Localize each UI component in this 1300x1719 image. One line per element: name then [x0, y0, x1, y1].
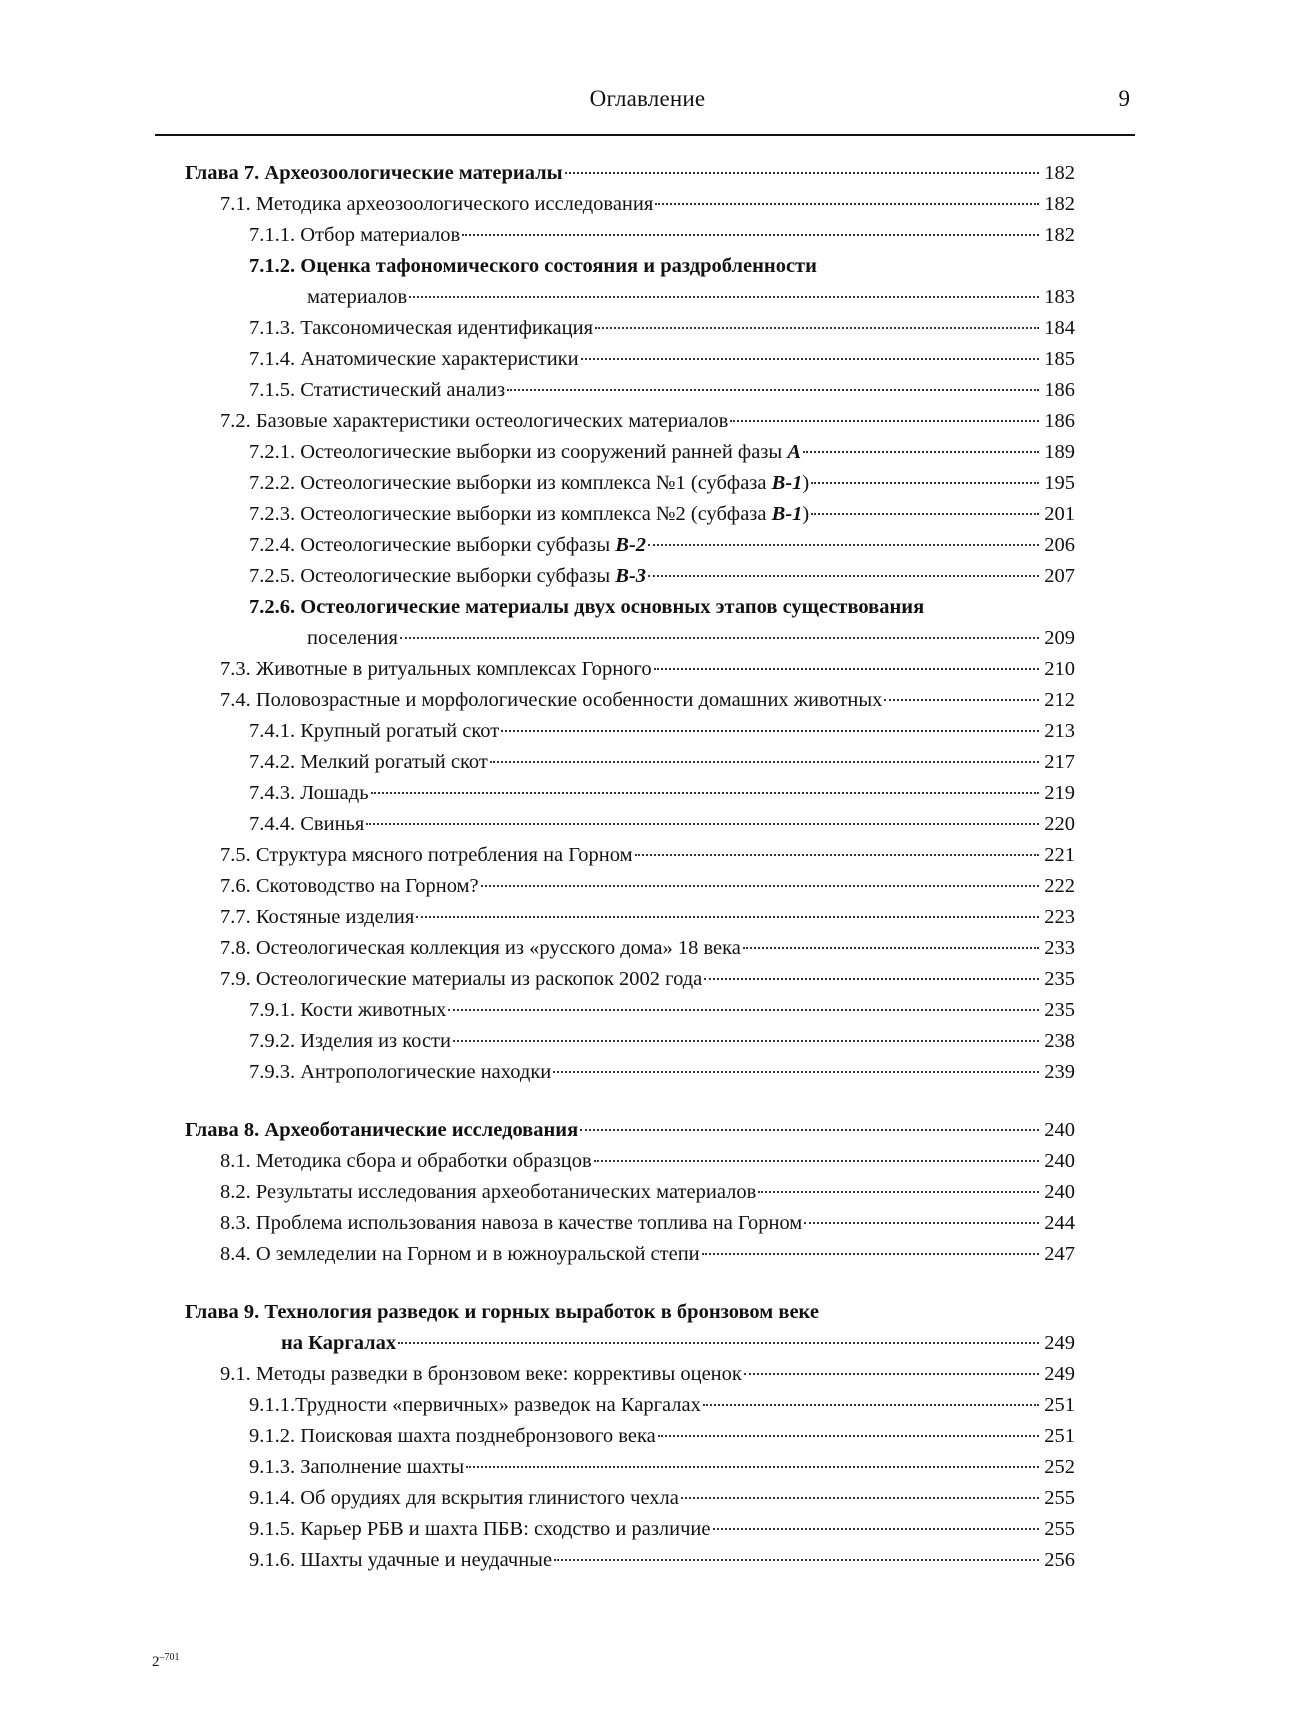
dot-leader: [648, 544, 1039, 546]
entry-page-number: 186: [1044, 379, 1075, 401]
toc-entry: [185, 1514, 1075, 1545]
toc-entry: [185, 809, 1075, 840]
toc-entry: [185, 561, 1075, 592]
dot-leader: [655, 203, 1039, 205]
entry-page-number: 212: [1044, 689, 1075, 711]
dot-leader: [713, 1528, 1039, 1530]
toc-entry: [185, 685, 1075, 716]
chapter-title: Глава 9. Технология разведок и горных выработок в бронзовом веке: [185, 1301, 819, 1323]
dot-leader: [553, 1071, 1039, 1073]
entry-text: 7.9.1. Кости животных: [249, 999, 447, 1021]
entry-page-number: 251: [1044, 1394, 1075, 1416]
chapter-title: Глава 8. Археоботанические исследования: [185, 1119, 579, 1141]
entry-text: 7.2. Базовые характеристики остеологических материалов: [220, 410, 729, 432]
dot-leader: [702, 1253, 1039, 1255]
entry-page-number: 185: [1044, 348, 1075, 370]
toc-entry: [185, 716, 1075, 747]
toc-entry: [185, 840, 1075, 871]
entry-page-number: 182: [1044, 193, 1075, 215]
dot-leader: [581, 358, 1039, 360]
table-of-contents: [185, 158, 1075, 1603]
toc-entry: [185, 313, 1075, 344]
entry-text: 8.4. О земледелии на Горном и в южноуральской степи: [220, 1243, 700, 1265]
entry-page-number: 222: [1044, 875, 1075, 897]
entry-text: 7.4.4. Свинья: [249, 813, 365, 835]
toc-entry: [185, 499, 1075, 530]
dot-leader: [594, 1160, 1039, 1162]
toc-entry: [185, 530, 1075, 561]
chapter-heading: [185, 1297, 1075, 1328]
dot-leader: [398, 1342, 1039, 1344]
entry-label: [220, 1146, 592, 1177]
dot-leader: [681, 1497, 1039, 1499]
entry-label: [249, 344, 579, 375]
chapter-block: [185, 1115, 1075, 1270]
entry-text: 9.1.3. Заполнение шахты: [249, 1456, 465, 1478]
entry-text: 8.3. Проблема использования навоза в качестве топлива на Горном: [220, 1212, 803, 1234]
entry-label: [249, 1514, 711, 1545]
toc-entry: [185, 1359, 1075, 1390]
entry-page-number: 240: [1044, 1150, 1075, 1172]
dot-leader: [743, 947, 1039, 949]
entry-text: 7.7. Костяные изделия: [220, 906, 415, 928]
dot-leader: [648, 575, 1039, 577]
entry-page-number: 183: [1044, 286, 1075, 308]
chapter-heading: [185, 158, 1075, 189]
toc-entry: [185, 251, 1075, 282]
dot-leader: [409, 296, 1039, 298]
entry-emphasis: A: [782, 441, 801, 463]
toc-entry: [185, 871, 1075, 902]
entry-text: 7.4. Половозрастные и морфологические особенности домашних животных: [220, 689, 883, 711]
entry-label: [249, 716, 499, 747]
entry-page-number: 235: [1044, 968, 1075, 990]
dot-leader: [416, 916, 1039, 918]
dot-leader: [595, 327, 1039, 329]
entry-page-number: 186: [1044, 410, 1075, 432]
entry-label: [220, 840, 633, 871]
entry-label: [249, 1545, 552, 1576]
dot-leader: [730, 420, 1039, 422]
toc-entry: [185, 1208, 1075, 1239]
entry-text: 7.2.2. Остеологические выборки из комплекса №1 (субфаза: [249, 472, 767, 494]
entry-label: [185, 158, 563, 189]
entry-label: [249, 1390, 701, 1421]
entry-label: [249, 809, 364, 840]
entry-page-number: 201: [1044, 503, 1075, 525]
entry-label: [185, 1301, 819, 1323]
toc-entry: [185, 1057, 1075, 1088]
dot-leader: [371, 792, 1039, 794]
toc-entry: [185, 995, 1075, 1026]
entry-label: [220, 964, 702, 995]
toc-entry: [185, 1026, 1075, 1057]
toc-entry: [185, 375, 1075, 406]
dot-leader: [466, 1466, 1039, 1468]
dot-leader: [453, 1040, 1039, 1042]
entry-label: [220, 1239, 700, 1270]
toc-entry: [185, 592, 1075, 623]
entry-page-number: 252: [1044, 1456, 1075, 1478]
entry-tail: ): [802, 503, 810, 525]
entry-label: [249, 747, 488, 778]
entry-page-number: 256: [1044, 1549, 1075, 1571]
dot-leader: [501, 730, 1039, 732]
toc-entry: [185, 189, 1075, 220]
toc-entry: [185, 1421, 1075, 1452]
page-number: 9: [1118, 86, 1130, 111]
dot-leader: [554, 1559, 1039, 1561]
entry-page-number: 244: [1044, 1212, 1075, 1234]
entry-label: [220, 871, 479, 902]
dot-leader: [704, 978, 1039, 980]
entry-page-number: 233: [1044, 937, 1075, 959]
toc-entry: [185, 747, 1075, 778]
entry-page-number: 235: [1044, 999, 1075, 1021]
entry-page-number: 210: [1044, 658, 1075, 680]
entry-text: 8.2. Результаты исследования археоботанических материалов: [220, 1181, 757, 1203]
entry-label: [249, 1057, 551, 1088]
entry-label: [307, 282, 407, 313]
entry-label: [220, 685, 882, 716]
entry-label: [249, 220, 460, 251]
entry-page-number: 217: [1044, 751, 1075, 773]
entry-label: [220, 189, 653, 220]
toc-entry: [185, 437, 1075, 468]
entry-page-number: 207: [1044, 565, 1075, 587]
entry-label: [249, 1026, 451, 1057]
dot-leader: [658, 1435, 1039, 1437]
entry-emphasis: B-1: [766, 503, 803, 525]
entry-label: [249, 437, 801, 468]
dot-leader: [462, 234, 1039, 236]
dot-leader: [481, 885, 1039, 887]
entry-label: [249, 313, 593, 344]
entry-text-continued: материалов: [307, 286, 408, 308]
entry-text: 7.1.2. Оценка тафономического состояния и раздробленности: [249, 255, 817, 277]
entry-tail: ): [802, 472, 810, 494]
dot-leader: [400, 637, 1039, 639]
entry-label: [249, 1483, 679, 1514]
toc-entry: [185, 902, 1075, 933]
toc-entry: [185, 778, 1075, 809]
toc-entry: [185, 1545, 1075, 1576]
header-rule: [155, 134, 1135, 136]
entry-page-number: 213: [1044, 720, 1075, 742]
entry-text: 7.9. Остеологические материалы из раскопок 2002 года: [220, 968, 703, 990]
dot-leader: [804, 1222, 1039, 1224]
entry-page-number: 182: [1044, 224, 1075, 246]
entry-page-number: 247: [1044, 1243, 1075, 1265]
entry-page-number: 220: [1044, 813, 1075, 835]
entry-text: 9.1.2. Поисковая шахта позднебронзового века: [249, 1425, 656, 1447]
toc-entry: [185, 1146, 1075, 1177]
toc-entry-continued: [185, 623, 1075, 654]
entry-label: [307, 623, 398, 654]
entry-page-number: 255: [1044, 1518, 1075, 1540]
entry-text: 7.1.5. Статистический анализ: [249, 379, 506, 401]
entry-label: [220, 933, 741, 964]
toc-entry: [185, 964, 1075, 995]
toc-entry-continued: [185, 282, 1075, 313]
entry-page-number: 219: [1044, 782, 1075, 804]
dot-leader: [565, 172, 1039, 174]
toc-entry: [185, 1452, 1075, 1483]
entry-text: 7.2.1. Остеологические выборки из сооружений ранней фазы: [249, 441, 783, 463]
toc-entry: [185, 1390, 1075, 1421]
running-header: [155, 86, 1140, 126]
entry-text: 9.1.5. Карьер РБВ и шахта ПБВ: сходство и различие: [249, 1518, 711, 1540]
toc-entry: [185, 220, 1075, 251]
entry-text: 7.1.3. Таксономическая идентификация: [249, 317, 594, 339]
entry-emphasis: B-3: [610, 565, 647, 587]
entry-text: 7.2.3. Остеологические выборки из комплекса №2 (субфаза: [249, 503, 767, 525]
entry-emphasis: B-2: [610, 534, 647, 556]
entry-label: [249, 1421, 656, 1452]
dot-leader: [448, 1009, 1039, 1011]
entry-text: 7.3. Животные в ритуальных комплексах Горного: [220, 658, 652, 680]
toc-entry: [185, 406, 1075, 437]
entry-page-number: 189: [1044, 441, 1075, 463]
chapter-heading: [185, 1115, 1075, 1146]
entry-page-number: 249: [1044, 1332, 1075, 1354]
entry-text: 9.1.4. Об орудиях для вскрытия глинистого чехла: [249, 1487, 679, 1509]
dot-leader: [507, 389, 1039, 391]
entry-label: [220, 1359, 742, 1390]
entry-label: [281, 1328, 396, 1359]
entry-label: [249, 375, 505, 406]
entry-text: 7.8. Остеологическая коллекция из «русского дома» 18 века: [220, 937, 741, 959]
entry-text: 7.1. Методика археозоологического исследования: [220, 193, 654, 215]
entry-label: [249, 596, 924, 618]
toc-entry: [185, 1239, 1075, 1270]
entry-label: [249, 530, 646, 561]
entry-text: 7.2.6. Остеологические материалы двух основных этапов существования: [249, 596, 925, 618]
dot-leader: [366, 823, 1039, 825]
entry-text: 7.9.3. Антропологические находки: [249, 1061, 552, 1083]
entry-page-number: 221: [1044, 844, 1075, 866]
entry-text-continued: поселения: [307, 627, 398, 649]
entry-text: 7.2.5. Остеологические выборки субфазы: [249, 565, 611, 587]
entry-label: [220, 902, 414, 933]
dot-leader: [635, 854, 1039, 856]
page-title: Оглавление: [589, 86, 706, 111]
toc-entry: [185, 468, 1075, 499]
entry-page-number: 240: [1044, 1119, 1075, 1141]
entry-page-number: 223: [1044, 906, 1075, 928]
entry-text: 7.4.2. Мелкий рогатый скот: [249, 751, 488, 773]
dot-leader: [811, 482, 1039, 484]
entry-page-number: 239: [1044, 1061, 1075, 1083]
entry-page-number: 240: [1044, 1181, 1075, 1203]
entry-page-number: 195: [1044, 472, 1075, 494]
chapter-title: Глава 7. Археозоологические материалы: [185, 162, 563, 184]
entry-page-number: 238: [1044, 1030, 1075, 1052]
toc-entry: [185, 1483, 1075, 1514]
entry-text: 7.1.1. Отбор материалов: [249, 224, 461, 246]
entry-emphasis: B-1: [766, 472, 803, 494]
entry-label: [220, 406, 728, 437]
dot-leader: [654, 668, 1039, 670]
entry-page-number: 182: [1044, 162, 1075, 184]
entry-label: [185, 1115, 578, 1146]
entry-label: [249, 1452, 464, 1483]
entry-label: [249, 778, 369, 809]
entry-text: 7.5. Структура мясного потребления на Горном: [220, 844, 633, 866]
entry-label: [220, 1177, 756, 1208]
dot-leader: [744, 1373, 1039, 1375]
dot-leader: [490, 761, 1039, 763]
entry-page-number: 255: [1044, 1487, 1075, 1509]
toc-entry: [185, 654, 1075, 685]
entry-text: 7.1.4. Анатомические характеристики: [249, 348, 579, 370]
entry-page-number: 251: [1044, 1425, 1075, 1447]
entry-text: 8.1. Методика сбора и обработки образцов: [220, 1150, 592, 1172]
entry-label: [249, 255, 817, 277]
entry-label: [220, 654, 652, 685]
entry-page-number: 209: [1044, 627, 1075, 649]
toc-entry: [185, 344, 1075, 375]
entry-text: 7.2.4. Остеологические выборки субфазы: [249, 534, 611, 556]
dot-leader: [703, 1404, 1039, 1406]
chapter-block: [185, 1297, 1075, 1576]
entry-label: [249, 499, 809, 530]
entry-label: [249, 468, 809, 499]
entry-page-number: 249: [1044, 1363, 1075, 1385]
entry-text: 9.1. Методы разведки в бронзовом веке: коррективы оценок: [220, 1363, 742, 1385]
entry-text: 7.9.2. Изделия из кости: [249, 1030, 451, 1052]
chapter-block: [185, 158, 1075, 1088]
chapter-title-continued: на Каргалах: [281, 1332, 397, 1354]
entry-text: 7.6. Скотоводство на Горном?: [220, 875, 479, 897]
entry-text: 9.1.6. Шахты удачные и неудачные: [249, 1549, 553, 1571]
dot-leader: [811, 513, 1039, 515]
entry-label: [220, 1208, 802, 1239]
entry-label: [249, 561, 646, 592]
entry-text: 7.4.1. Крупный рогатый скот: [249, 720, 500, 742]
entry-page-number: 184: [1044, 317, 1075, 339]
toc-entry: [185, 1177, 1075, 1208]
dot-leader: [884, 699, 1039, 701]
entry-text: 9.1.1.Трудности «первичных» разведок на Каргалах: [249, 1394, 701, 1416]
dot-leader: [580, 1129, 1039, 1131]
chapter-heading-continued: [185, 1328, 1075, 1359]
entry-text: 7.4.3. Лошадь: [249, 782, 369, 804]
printer-signature: $2^{-701}$: [152, 1652, 180, 1670]
toc-entry: [185, 933, 1075, 964]
entry-page-number: 206: [1044, 534, 1075, 556]
dot-leader: [803, 451, 1039, 453]
entry-label: [249, 995, 446, 1026]
dot-leader: [758, 1191, 1039, 1193]
